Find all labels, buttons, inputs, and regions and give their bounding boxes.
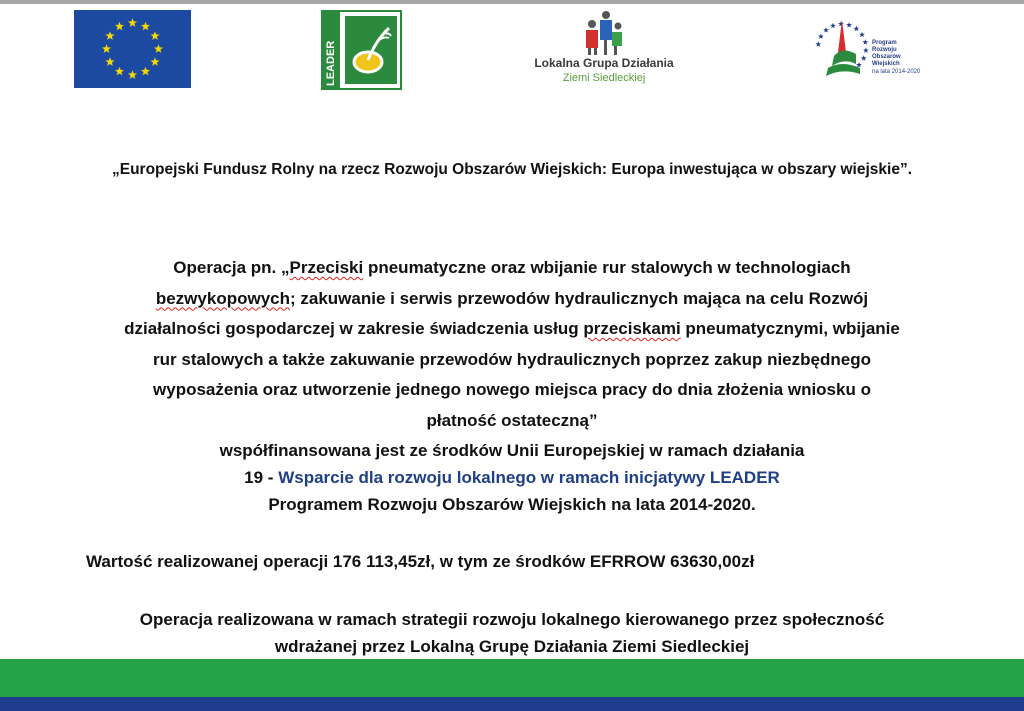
lgd-figures-icon [534,10,674,56]
operation-line-3 [0,314,1024,345]
strategy-statement [0,606,1024,660]
text-segment: Operacja pn. „ [173,258,290,277]
strategy-line-1: Operacja realizowana w ramach strategii rozwoju lokalnego kierowanego przez społeczność [139,610,885,629]
cofinancing-line-1: współfinansowana jest ze środków Unii Europejskiej w ramach działania [219,441,805,460]
operation-line-6: płatność ostateczną” [426,410,598,430]
cofinancing-line-3: Programem Rozwoju Obszarów Wiejskich na lata 2014-2020. [268,495,756,514]
strategy-line-2: wdrażanej przez Lokalną Grupę Działania Ziemi Siedleckiej [274,637,750,656]
prow-logo-text [872,40,901,68]
prow-star-icon [856,62,862,67]
prow-star-icon [854,26,860,31]
lgd-logo-subtitle: Ziemi Siedleckiej [562,72,646,84]
eu-flag-logo [74,10,191,88]
operation-line-5: wyposażenia oraz utworzenie jednego nowego miejsca pracy do dnia złożenia wniosku o [153,380,871,399]
operation-line-4: rur stalowych a także zakuwanie przewodów hydraulicznych poprzez zakup niezbędnego [153,349,871,369]
spellcheck-word: przeciskami [583,319,681,338]
prow-logo [812,12,932,86]
prow-star-icon [815,41,821,46]
prow-line: Obszarów [872,54,901,60]
prow-star-icon [863,47,869,52]
text-segment: pneumatycznymi, wbijanie [680,319,900,338]
operation-line-2 [0,284,1024,315]
prow-star-icon [818,34,824,39]
prow-star-icon [861,55,867,60]
prow-star-icon [859,32,865,37]
cofinancing-statement [0,437,1024,518]
footer-green-band [0,659,1024,697]
spellcheck-word: Przeciski [289,258,364,277]
operation-value: Wartość realizowanej operacji 176 113,45zł, w tym ze środków EFRROW 63630,00zł [86,552,755,571]
top-rule [0,0,1024,4]
lgd-logo [534,10,674,90]
text-segment: pneumatyczne oraz wbijanie rur stalowych w technologiach [363,258,851,277]
text-segment: ; zakuwanie i serwis przewodów hydraulicznych mająca na celu Rozwój [289,288,869,308]
prow-star-icon [823,27,829,32]
footer-blue-band [0,697,1024,711]
prow-line: Wiejskich [872,61,900,67]
prow-line: Program [872,40,897,46]
prow-years: na lata 2014-2020 [872,69,921,75]
operation-description [0,253,1024,436]
prow-star-icon [862,39,868,44]
prow-star-icon [846,22,852,27]
prow-star-icon [830,23,836,28]
operation-line-1 [0,253,1024,284]
measure-number: 19 - [244,468,279,487]
leader-logo [321,10,402,90]
spellcheck-word: bezwykopowych [155,288,290,308]
lgd-logo-title: Lokalna Grupa Działania [534,56,674,70]
prow-star-icon [838,21,844,26]
measure-name: Wsparcie dla rozwoju lokalnego w ramach inicjatywy LEADER [278,468,780,487]
cofinancing-line-2 [0,464,1024,491]
text-segment: działalności gospodarczej w zakresie świadczenia usług [124,319,584,338]
leader-logo-text: LEADER [325,40,337,86]
prow-line: Rozwoju [872,47,897,53]
prow-emblem-icon [812,12,872,86]
fund-statement: „Europejski Fundusz Rolny na rzecz Rozwoju Obszarów Wiejskich: Europa inwestująca w obszary wiejskie”. [111,161,913,178]
